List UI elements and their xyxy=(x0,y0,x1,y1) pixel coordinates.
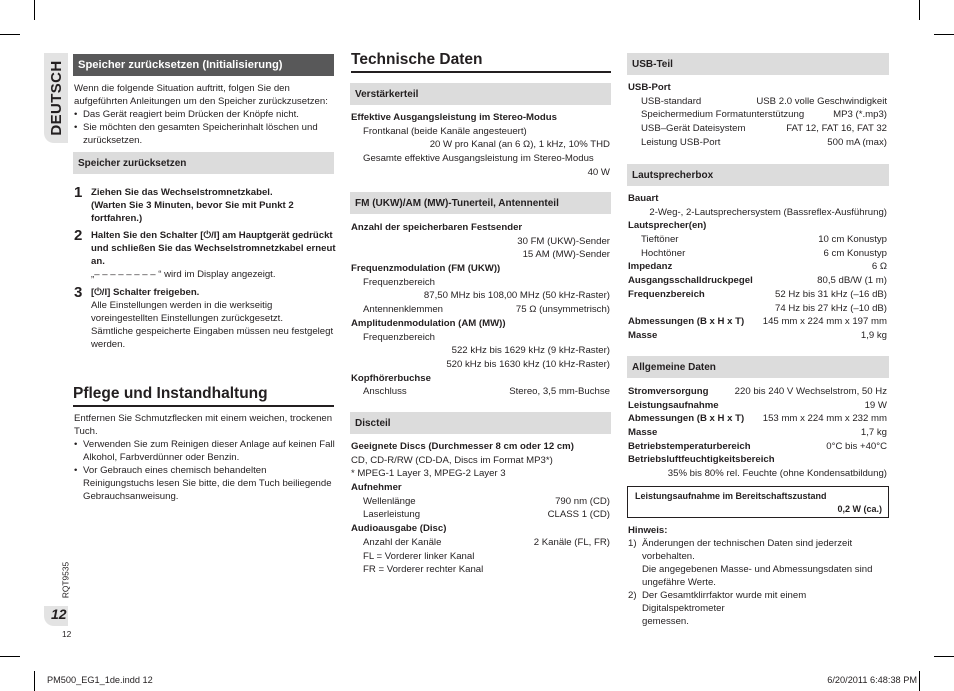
spec-value: 520 kHz bis 1630 kHz (10 kHz-Raster) xyxy=(446,358,610,370)
spec-label: USB–Gerät Dateisystem xyxy=(641,123,746,135)
spec-label: Effektive Ausgangsleistung im Stereo-Modus xyxy=(351,112,557,123)
spec-value: 2 Kanäle (FL, FR) xyxy=(533,536,610,548)
spec-value: 80,5 dB/W (1 m) xyxy=(817,275,887,287)
spec-label: Masse xyxy=(628,427,658,439)
crop-mark xyxy=(934,34,954,35)
tuner-specs xyxy=(351,221,610,399)
spec-label: Hochtöner xyxy=(641,247,686,259)
spec-value: 6 cm Konustyp xyxy=(823,247,887,259)
spec-value: 87,50 MHz bis 108,00 MHz (50 kHz-Raster) xyxy=(423,290,610,302)
spec-value: 35% bis 80% rel. Feuchte (ohne Kondensatbildung) xyxy=(667,468,887,480)
text-line: werden. xyxy=(91,339,126,351)
language-tab-label: DEUTSCH xyxy=(47,60,65,136)
bullet-item: • Verwenden Sie zum Reinigen dieser Anlage auf keinen Fall Alkohol, Farbverdünner oder Benzin. xyxy=(74,438,336,464)
spec-value: MP3 (*.mp3) xyxy=(833,109,887,121)
spec-value: FL = Vorderer linker Kanal xyxy=(363,550,475,562)
care-title: Pflege und Instandhaltung xyxy=(73,385,268,402)
spec-label: Frequenzmodulation (FM (UKW)) xyxy=(351,263,501,275)
tech-title-rule xyxy=(351,71,611,73)
subheader-reset-text: Speicher zurücksetzen xyxy=(78,158,187,169)
note-item: 2) Der Gesamtklirrfaktor wurde mit einem Digitalspektrometer gemessen. xyxy=(628,590,807,628)
step-3 xyxy=(74,284,341,351)
subheader-usb-text: USB-Teil xyxy=(632,59,673,70)
step-number: 3 xyxy=(74,284,83,301)
text-line: Tuch. xyxy=(74,426,98,438)
bullet-item: • Das Gerät reagiert beim Drücken der Knöpfe nicht. xyxy=(74,108,336,121)
crop-mark xyxy=(919,0,920,20)
care-body xyxy=(74,412,336,503)
step-1 xyxy=(74,184,341,225)
spec-label: Betriebstemperaturbereich xyxy=(628,440,751,452)
spec-label: Frequenzbereich xyxy=(363,331,435,343)
spec-label: Amplitudenmodulation (AM (MW)) xyxy=(351,317,506,329)
spec-value: 145 mm x 224 mm x 197 mm xyxy=(762,316,887,328)
spec-label: Kopfhörerbuchse xyxy=(351,372,431,384)
spec-label: Frequenzbereich xyxy=(363,276,435,288)
rqt-code: RQT9535 xyxy=(60,561,71,599)
spec-value: 153 mm x 224 mm x 232 mm xyxy=(762,413,887,425)
spec-label: Wellenlänge xyxy=(363,495,416,507)
text-line: (Warten Sie 3 Minuten, bevor Sie mit Punkt 2 xyxy=(91,200,294,212)
spec-label: Frequenzbereich xyxy=(628,288,705,300)
crop-mark xyxy=(919,671,920,691)
spec-label: Betriebsluftfeuchtigkeitsbereich xyxy=(628,454,775,466)
subheader-tuner-text: FM (UKW)/AM (MW)-Tunerteil, Antennenteil xyxy=(355,198,559,209)
text-line: voreingestellten Einstellungen zurückgesetzt. xyxy=(91,313,283,325)
page-number: 12 xyxy=(51,606,67,622)
spec-label: Frontkanal (beide Kanäle angesteuert) xyxy=(363,125,527,137)
bullet-item: • Sie möchten den gesamten Speicherinhalt löschen und zurücksetzen. xyxy=(74,121,336,147)
spec-label: Abmessungen (B x H x T) xyxy=(628,316,745,328)
text-line: Sämtliche gespeicherte Eingaben müssen neu festgelegt xyxy=(91,326,334,338)
speaker-specs xyxy=(628,192,887,343)
spec-value: 522 kHz bis 1629 kHz (9 kHz-Raster) xyxy=(451,345,610,357)
spec-label: Masse xyxy=(628,329,658,341)
spec-label: Speichermedium Formatunterstützung xyxy=(641,109,805,121)
spec-value: CLASS 1 (CD) xyxy=(547,509,610,521)
footer-date: 6/20/2011 6:48:38 PM xyxy=(827,675,917,685)
section-header-reset-text: Speicher zurücksetzen (Initialisierung) xyxy=(78,59,283,71)
spec-value: 1,7 kg xyxy=(860,427,887,439)
reset-intro xyxy=(74,82,336,147)
text-line: an. xyxy=(91,256,105,268)
spec-value: 74 Hz bis 27 kHz (–10 dB) xyxy=(775,302,887,314)
spec-value: FR = Vorderer rechter Kanal xyxy=(363,564,484,576)
subheader-disc xyxy=(350,412,611,434)
spec-label: Geeignete Discs (Durchmesser 8 cm oder 12 cm) xyxy=(351,441,574,452)
spec-value: 40 W xyxy=(587,166,610,178)
spec-label: Bauart xyxy=(628,193,659,204)
subheader-speaker-text: Lautsprecherbox xyxy=(632,170,714,181)
subheader-usb xyxy=(627,53,889,75)
spec-value: 75 Ω (unsymmetrisch) xyxy=(515,304,610,316)
spec-value: 19 W xyxy=(864,399,887,411)
spec-label: Lautsprecher(en) xyxy=(628,220,707,232)
spec-label: Stromversorgung xyxy=(628,386,709,397)
spec-value: CD, CD-R/RW (CD-DA, Discs im Format MP3*) xyxy=(351,454,553,466)
spec-value: 1,9 kg xyxy=(860,329,887,341)
tech-title: Technische Daten xyxy=(351,51,483,68)
subheader-reset xyxy=(73,152,334,174)
spec-value: 20 W pro Kanal (an 6 Ω), 1 kHz, 10% THD xyxy=(429,139,610,151)
spec-label: Ausgangsschalldruckpegel xyxy=(628,275,753,287)
page-number-small: 12 xyxy=(62,629,72,639)
spec-label: USB-Port xyxy=(628,82,671,93)
standby-value: 0,2 W (ca.) xyxy=(837,504,882,514)
notes-title: Hinweis: xyxy=(628,525,668,536)
spec-value: 10 cm Konustyp xyxy=(818,234,887,246)
step-number: 1 xyxy=(74,184,83,201)
spec-value: 0°C bis +40°C xyxy=(826,440,887,452)
crop-mark xyxy=(0,34,20,35)
spec-label: Laserleistung xyxy=(363,509,421,521)
crop-mark xyxy=(34,0,35,20)
section-header-reset xyxy=(73,54,334,76)
spec-label: Aufnehmer xyxy=(351,482,402,494)
text-line: fortfahren.) xyxy=(91,213,143,225)
text-line: aufgeführten Anleitungen um den Speicher zurückzusetzen: xyxy=(74,96,328,108)
text-line: Alle Einstellungen werden in die werkseitig xyxy=(91,300,273,312)
spec-label: Anzahl der Kanäle xyxy=(363,536,442,548)
text-line: Ziehen Sie das Wechselstromnetzkabel. xyxy=(91,187,273,198)
crop-mark xyxy=(934,656,954,657)
text-line: [⏻/I] Schalter freigeben. xyxy=(91,287,200,298)
spec-label: Leistungsaufnahme xyxy=(628,399,719,411)
spec-label: Gesamte effektive Ausgangsleistung im Stereo-Modus xyxy=(363,153,594,165)
subheader-amp xyxy=(350,83,611,105)
subheader-general xyxy=(627,356,889,378)
step-number: 2 xyxy=(74,227,83,244)
spec-label: Audioausgabe (Disc) xyxy=(351,523,447,535)
spec-label: Leistung USB-Port xyxy=(641,136,721,148)
text-line: und schließen Sie das Wechselstromnetzkabel erneut xyxy=(91,243,336,255)
general-specs xyxy=(628,385,887,481)
usb-specs xyxy=(628,81,887,149)
language-tab xyxy=(44,53,68,143)
spec-label: Impedanz xyxy=(628,261,673,273)
spec-value: 220 bis 240 V Wechselstrom, 50 Hz xyxy=(734,386,887,397)
crop-mark xyxy=(34,671,35,691)
spec-value: 15 AM (MW)-Sender xyxy=(522,249,610,261)
spec-value: FAT 12, FAT 16, FAT 32 xyxy=(786,123,887,135)
spec-value: 52 Hz bis 31 kHz (–16 dB) xyxy=(775,288,887,300)
spec-value: * MPEG-1 Layer 3, MPEG-2 Layer 3 xyxy=(351,468,506,480)
subheader-tuner xyxy=(350,192,611,214)
spec-value: 6 Ω xyxy=(871,261,887,273)
subheader-speaker xyxy=(627,164,889,186)
spec-label: Abmessungen (B x H x T) xyxy=(628,413,745,425)
text-line: „– – – – – – – – “ wird im Display angezeigt. xyxy=(91,269,276,281)
text-line: Wenn die folgende Situation auftritt, folgen Sie den xyxy=(74,83,290,94)
disc-specs xyxy=(351,440,610,577)
text-line: Entfernen Sie Schmutzflecken mit einem weichen, trockenen xyxy=(74,413,333,424)
spec-label: Anschluss xyxy=(363,386,407,398)
standby-box xyxy=(627,486,889,518)
standby-label: Leistungsaufnahme im Bereitschaftszustand xyxy=(635,491,827,501)
spec-label: Tieftöner xyxy=(641,234,679,246)
spec-value: USB 2.0 volle Geschwindigkeit xyxy=(756,95,887,107)
spec-label: Anzahl der speicherbaren Festsender xyxy=(351,222,523,233)
spec-value: 30 FM (UKW)-Sender xyxy=(517,235,610,247)
subheader-general-text: Allgemeine Daten xyxy=(632,362,716,373)
care-title-rule xyxy=(73,405,334,407)
subheader-disc-text: Discteil xyxy=(355,418,391,429)
note-item: 1) Änderungen der technischen Daten sind jederzeit vorbehalten. Die angegebenen Masse- und Abmessungsdaten sind ungefähre Werte. xyxy=(628,538,873,589)
notes xyxy=(628,524,890,628)
spec-value: 790 nm (CD) xyxy=(555,495,610,507)
spec-label: Antennenklemmen xyxy=(363,304,443,316)
footer-file: PM500_EG1_1de.indd 12 xyxy=(47,675,153,685)
crop-mark xyxy=(0,656,20,657)
spec-label: USB-standard xyxy=(641,95,702,107)
subheader-amp-text: Verstärkerteil xyxy=(355,89,419,100)
text-line: Halten Sie den Schalter [⏻/I] am Hauptgerät gedrückt xyxy=(91,230,333,241)
step-2 xyxy=(74,227,341,281)
spec-value: 500 mA (max) xyxy=(827,136,887,148)
amp-specs xyxy=(351,111,610,179)
spec-value: Stereo, 3,5 mm-Buchse xyxy=(509,386,610,398)
bullet-item: • Vor Gebrauch eines chemisch behandelten Reinigungstuchs lesen Sie bitte, die dem Tuch beiliegende Gebrauchsanweisung. xyxy=(74,464,336,503)
spec-value: 2-Weg-, 2-Lautsprechersystem (Bassreflex-Ausführung) xyxy=(649,206,887,218)
